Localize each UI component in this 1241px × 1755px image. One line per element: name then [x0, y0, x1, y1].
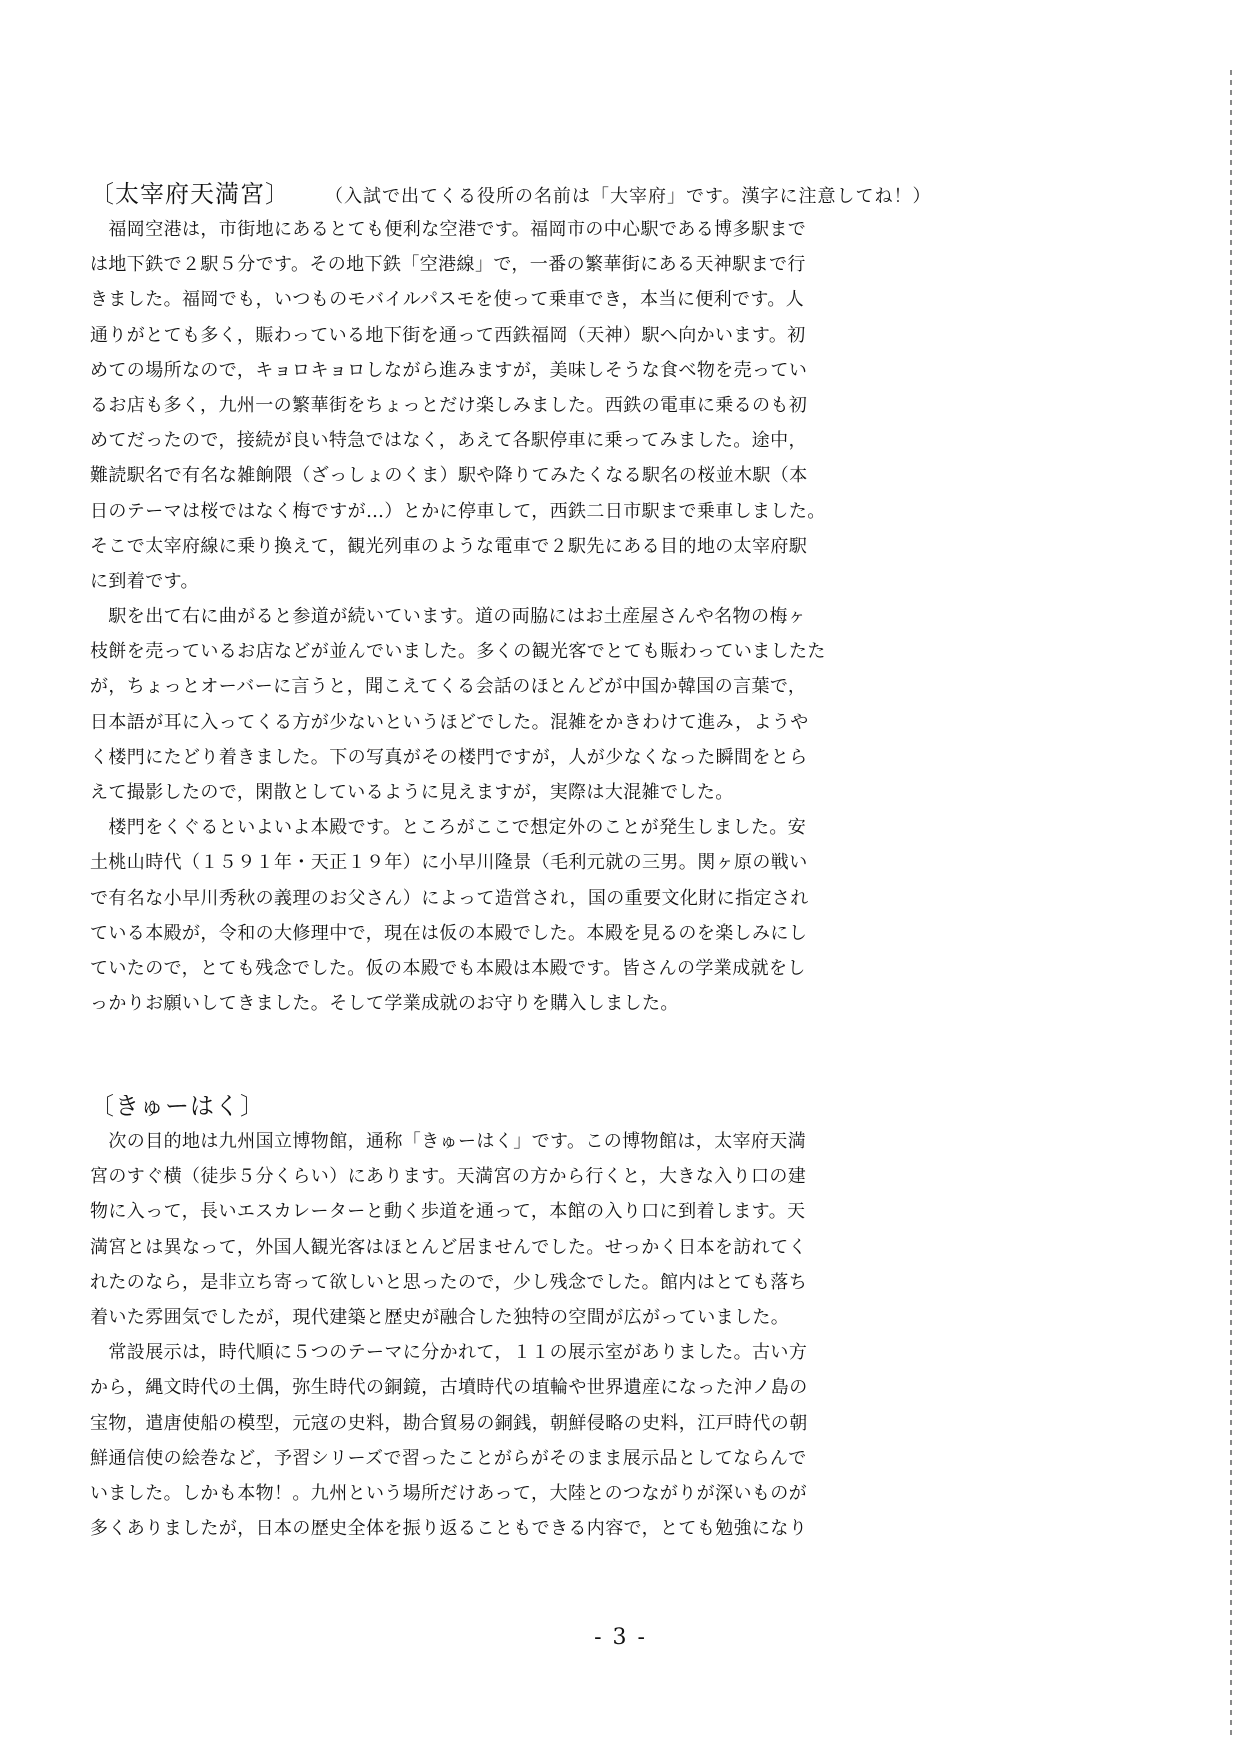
text-line: に到着です。 — [90, 570, 199, 592]
text-line: 土桃山時代（１５９１年・天正１９年）に小早川隆景（毛利元就の三男。関ヶ原の戦い — [90, 852, 808, 874]
text-line: 宝物，遣唐使船の模型，元寇の史料，勘合貿易の銅銭，朝鮮侵略の史料，江戸時代の朝 — [90, 1412, 808, 1434]
section-heading: 〔太宰府天満宮〕 — [90, 180, 290, 208]
text-line: 宮のすぐ横（徒歩５分くらい）にあります。天満宮の方から行くと，大きな入り口の建 — [90, 1166, 807, 1188]
text-line: 通りがとても多く，賑わっている地下街を通って西鉄福岡（天神）駅へ向かいます。初 — [90, 324, 806, 346]
text-line: 常設展示は，時代順に５つのテーマに分かれて，１１の展示室がありました。古い方 — [90, 1342, 808, 1364]
text-line: 福岡空港は，市街地にあるとても便利な空港です。福岡市の中心駅である博多駅まで — [90, 219, 807, 240]
text-line: で有名な小早川秀秋の義理のお父さん）によって造営され，国の重要文化財に指定され — [90, 887, 809, 909]
text-line: ていたので，とても残念でした。仮の本殿でも本殿は本殿です。皆さんの学業成就をし — [90, 957, 806, 979]
text-line: 着いた雰囲気でしたが，現代建築と歴史が融合した独特の空間が広がっていました。 — [90, 1306, 790, 1328]
text-line: いました。しかも本物！。九州という場所だけあって，大陸とのつながりが深いものが — [90, 1482, 808, 1504]
text-line: ている本殿が，令和の大修理中で，現在は仮の本殿でした。本殿を見るのを楽しみにし — [90, 922, 808, 944]
text-line: えて撮影したので，閑散としているように見えますが，実際は大混雑でした。 — [90, 782, 734, 803]
text-line: 日のテーマは桜ではなく梅ですが…）とかに停車して，西鉄二日市駅まで乗車しました。 — [90, 500, 826, 522]
text-line: 満宮とは異なって，外国人観光客はほとんど居ませんでした。せっかく日本を訪れてく — [90, 1236, 807, 1258]
text-line: 難読駅名で有名な雑餉隈（ざっしょのくま）駅や降りてみたくなる駅名の桜並木駅（本 — [90, 465, 808, 487]
text-line: 物に入って，長いエスカレーターと動く歩道を通って，本館の入り口に到着します。天 — [90, 1201, 806, 1223]
text-line: 駅を出て右に曲がると参道が続いています。道の両脇にはお土産屋さんや名物の梅ヶ — [90, 606, 807, 628]
text-line: く楼門にたどり着きました。下の写真がその楼門ですが，人が少なくなった瞬間をとら — [90, 746, 808, 768]
scan-edge-line — [1230, 70, 1232, 1735]
section-body — [90, 212, 1150, 1021]
text-line: 日本語が耳に入ってくる方が少ないというほどでした。混雑をかきわけて進み，ようや — [90, 711, 809, 733]
text-line: 多くありましたが，日本の歴史全体を振り返ることもできる内容で，とても勉強になり — [90, 1518, 808, 1540]
section-kyuhaku — [90, 1088, 1150, 1546]
text-line: 次の目的地は九州国立博物館，通称「きゅーはく」です。この博物館は，太宰府天満 — [90, 1131, 807, 1152]
text-line: っかりお願いしてきました。そして学業成就のお守りを購入しました。 — [90, 993, 679, 1015]
text-line: めての場所なので，キョロキョロしながら進みますが，美味しそうな食べ物を売ってい — [90, 359, 808, 381]
text-line: きました。福岡でも，いつものモバイルパスモを使って乗車でき，本当に便利です。人 — [90, 289, 805, 311]
heading-note: （入試で出てくる役所の名前は「大宰府」です。漢字に注意してね！） — [334, 186, 932, 207]
text-line: そこで太宰府線に乗り換えて，観光列車のような電車で２駅先にある目的地の太宰府駅 — [90, 535, 808, 557]
text-line: れたのなら，是非立ち寄って欲しいと思ったので，少し残念でした。館内はとても落ち — [90, 1271, 808, 1293]
section-body — [90, 1124, 1150, 1546]
text-line: 枝餅を売っているお店などが並んでいました。多くの観光客でとても賑わっていましたた — [90, 641, 826, 663]
text-line: 楼門をくぐるといよいよ本殿です。ところがここで想定外のことが発生しました。安 — [90, 817, 807, 839]
section-heading-row — [90, 176, 1150, 212]
section-dazaifu-tenmangu — [90, 176, 1150, 1021]
text-line: るお店も多く，九州一の繁華街をちょっとだけ楽しみました。西鉄の電車に乗るのも初 — [90, 394, 808, 416]
text-line: は地下鉄で２駅５分です。その地下鉄「空港線」で，一番の繁華街にある天神駅まで行 — [90, 254, 806, 276]
text-line: 鮮通信使の絵巻など，予習シリーズで習ったことがらがそのまま展示品としてならんで — [90, 1447, 807, 1469]
section-heading-row — [90, 1088, 1150, 1124]
section-heading: 〔きゅーはく〕 — [90, 1092, 265, 1120]
text-line: が，ちょっとオーバーに言うと，聞こえてくる会話のほとんどが中国か韓国の言葉で， — [90, 676, 807, 698]
text-line: から，縄文時代の土偶，弥生時代の銅鏡，古墳時代の埴輪や世界遺産になった沖ノ島の — [90, 1377, 808, 1399]
text-line: めてだったので，接続が良い特急ではなく，あえて各駅停車に乗ってみました。途中， — [90, 430, 807, 452]
page-number: - 3 - — [594, 1625, 647, 1650]
